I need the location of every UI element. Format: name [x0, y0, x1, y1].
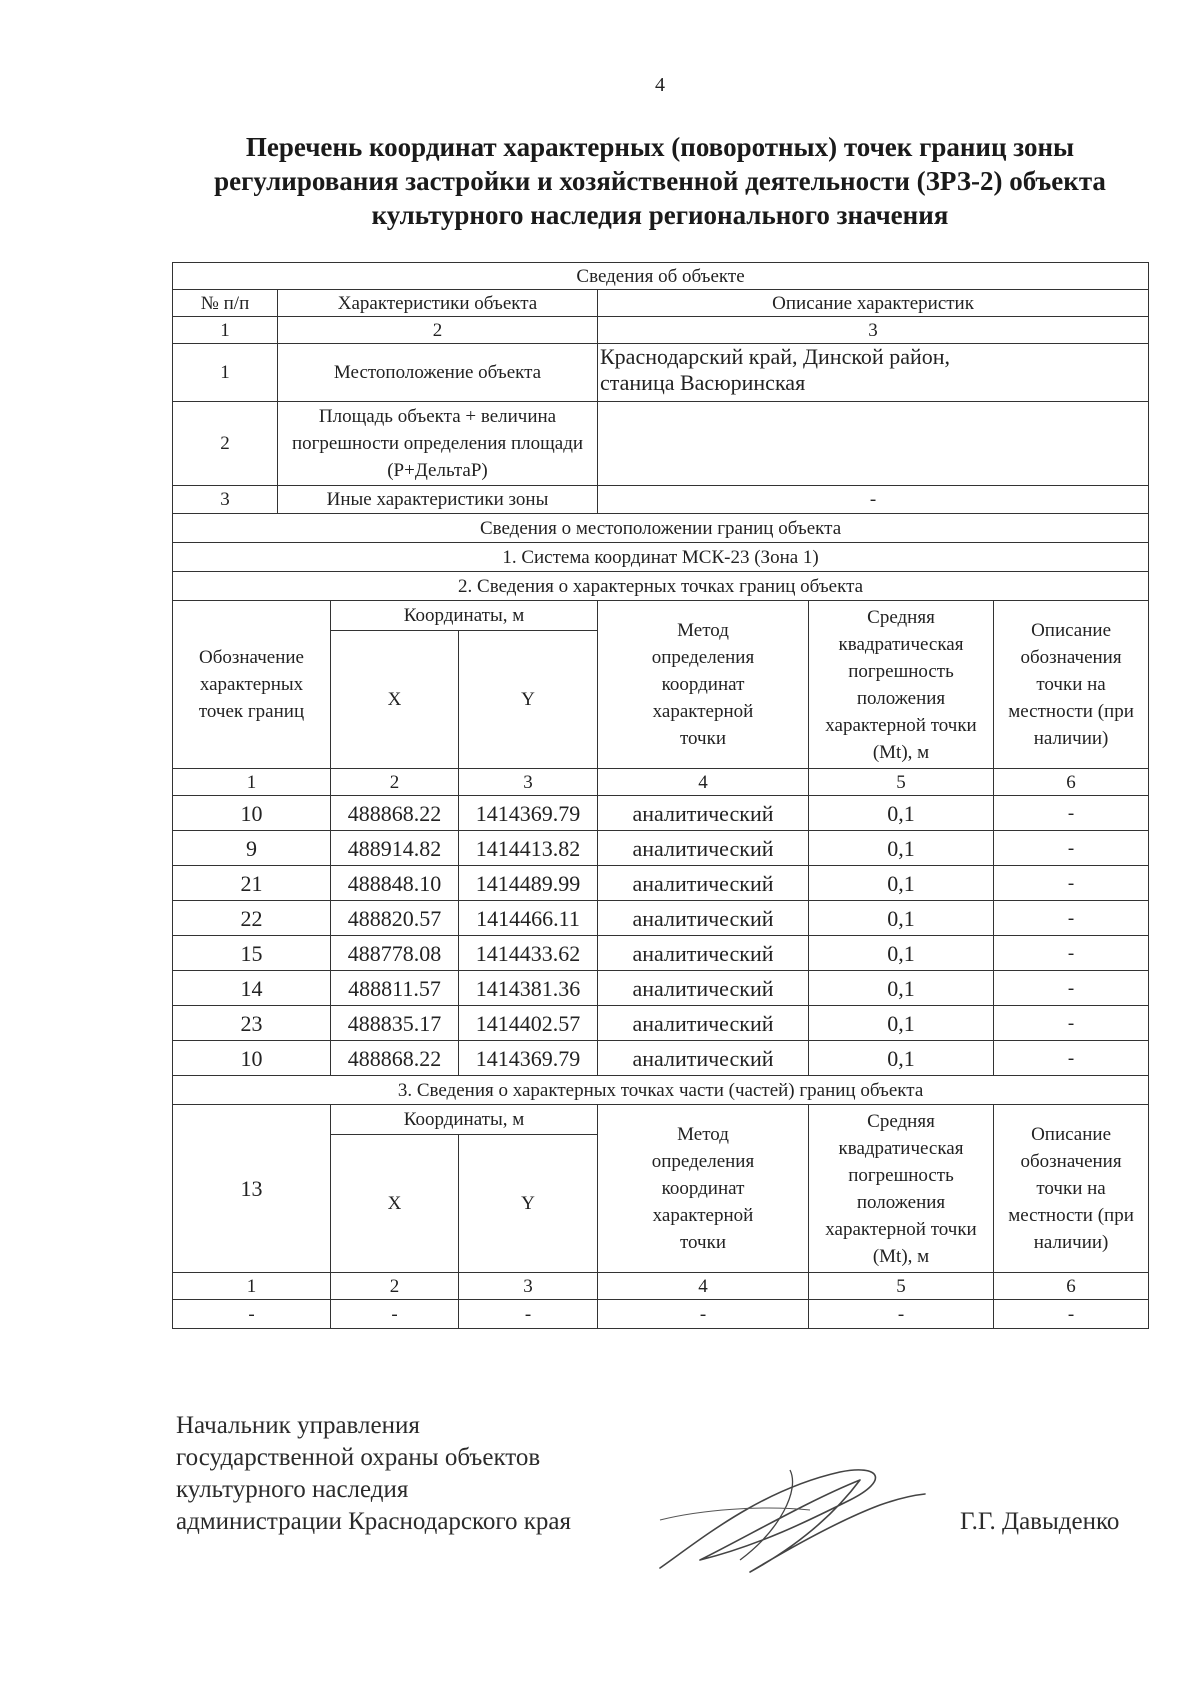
point-label: 10 [173, 796, 331, 831]
col-point-header [173, 601, 331, 769]
coord-y: 1414466.11 [459, 901, 598, 936]
col-error-header [809, 601, 994, 769]
point-label: 21 [173, 866, 331, 901]
point-desc: - [994, 1300, 1149, 1329]
coord-y: - [459, 1300, 598, 1329]
location-header: Сведения о местоположении границ объекта [173, 514, 1149, 543]
header-line: местности (при [1008, 701, 1134, 722]
header-line: координат [661, 1178, 745, 1199]
title-line: регулирования застройки и хозяйственной деятельности (ЗРЗ-2) объекта [214, 166, 1106, 196]
error: 0,1 [809, 831, 994, 866]
table-row [173, 344, 1149, 402]
index-cell: 5 [809, 1273, 994, 1300]
position-line: культурного наследия [176, 1476, 409, 1503]
header-line: (Mt), м [872, 741, 930, 763]
index-cell: 3 [459, 769, 598, 796]
page-number: 4 [655, 74, 665, 96]
index-cell: 4 [598, 1273, 809, 1300]
header-line: точки на [1036, 674, 1106, 695]
method: аналитический [598, 901, 809, 936]
method: аналитический [598, 1041, 809, 1076]
point-desc: - [994, 1006, 1149, 1041]
row-characteristic: Местоположение объекта [278, 344, 598, 402]
header-line: местности (при [1008, 1205, 1134, 1226]
point-label: 15 [173, 936, 331, 971]
parts-index-row [173, 1273, 1149, 1300]
point-label: 22 [173, 901, 331, 936]
col-x-header: X [331, 1135, 459, 1273]
index-cell: 4 [598, 769, 809, 796]
row-characteristic [278, 402, 598, 486]
title-line: культурного наследия регионального значения [371, 200, 949, 230]
col-number-header: № п/п [173, 290, 278, 317]
col-error-header [809, 1105, 994, 1273]
section-header-row [173, 1076, 1149, 1105]
coord-y: 1414413.82 [459, 831, 598, 866]
header-line: Метод [677, 1124, 729, 1145]
coord-x: 488848.10 [331, 866, 459, 901]
index-cell: 1 [173, 769, 331, 796]
coord-y: 1414402.57 [459, 1006, 598, 1041]
coordinates-table [172, 262, 1149, 1329]
header-line: Описание [1031, 620, 1112, 641]
header-line: квадратическая [838, 633, 964, 655]
description-line: станица Васюринская [600, 370, 806, 395]
title-line: Перечень координат характерных (поворотных) точек границ зоны [245, 132, 1075, 162]
coord-x: 488868.22 [331, 796, 459, 831]
table-row [173, 1006, 1149, 1041]
header-line: характерных [199, 674, 304, 695]
col-coordinates-header: Координаты, м [331, 601, 598, 631]
method: - [598, 1300, 809, 1329]
points-header: 2. Сведения о характерных точках границ объекта [173, 572, 1149, 601]
header-line: обозначения [1020, 647, 1122, 668]
characteristic-line: Площадь объекта + величина [318, 406, 557, 427]
description-line: Краснодарский край, Динской район, [600, 344, 951, 369]
error: 0,1 [809, 796, 994, 831]
point-label: 10 [173, 1041, 331, 1076]
index-cell: 1 [173, 317, 278, 344]
header-line: Описание [1031, 1124, 1112, 1145]
header-line: точки [679, 728, 726, 749]
header-line: характерной точки [825, 1218, 977, 1240]
parts-header-row [173, 1105, 1149, 1135]
signer-position [176, 1410, 571, 1538]
error: 0,1 [809, 971, 994, 1006]
col-y-header: Y [459, 631, 598, 769]
header-line: положения [856, 1191, 946, 1213]
object-info-columns-row [173, 290, 1149, 317]
header-line: наличии) [1033, 728, 1109, 749]
col-description-header: Описание характеристик [598, 290, 1149, 317]
table-row [173, 796, 1149, 831]
object-info-header-row [173, 263, 1149, 290]
point-label: - [173, 1300, 331, 1329]
document-title [150, 130, 1170, 232]
characteristic-line: (P+ДельтаP) [387, 460, 488, 481]
header-line: погрешность [848, 660, 954, 682]
point-desc: - [994, 901, 1149, 936]
coord-x: 488835.17 [331, 1006, 459, 1041]
point-desc: - [994, 831, 1149, 866]
header-line: характерной точки [825, 714, 977, 736]
method: аналитический [598, 1006, 809, 1041]
coord-x: 488811.57 [331, 971, 459, 1006]
header-line: погрешность [848, 1164, 954, 1186]
point-desc: - [994, 936, 1149, 971]
header-line: определения [651, 1151, 755, 1172]
header-line: Средняя [867, 1110, 935, 1132]
characteristic-line: погрешности определения площади [291, 433, 584, 454]
coord-y: 1414489.99 [459, 866, 598, 901]
index-cell: 3 [598, 317, 1149, 344]
header-line: Обозначение [199, 647, 304, 668]
error: 0,1 [809, 901, 994, 936]
header-line: координат [661, 674, 745, 695]
point-desc: - [994, 796, 1149, 831]
method: аналитический [598, 866, 809, 901]
header-line: (Mt), м [872, 1245, 930, 1267]
coordinate-system: 1. Система координат МСК-23 (Зона 1) [173, 543, 1149, 572]
coord-y: 1414381.36 [459, 971, 598, 1006]
method: аналитический [598, 831, 809, 866]
point-desc: - [994, 971, 1149, 1006]
col-description-header [994, 601, 1149, 769]
header-line: точки на [1036, 1178, 1106, 1199]
table-row [173, 486, 1149, 514]
position-line: Начальник управления [176, 1412, 420, 1439]
error: 0,1 [809, 1041, 994, 1076]
object-info-index-row [173, 317, 1149, 344]
header-line: точек границ [198, 701, 305, 722]
header-line: характерной [652, 701, 754, 722]
section-header-row [173, 514, 1149, 543]
index-cell: 2 [278, 317, 598, 344]
coord-x: 488778.08 [331, 936, 459, 971]
col-y-header: Y [459, 1135, 598, 1273]
position-line: администрации Краснодарского края [176, 1508, 572, 1535]
coord-x: - [331, 1300, 459, 1329]
header-line: характерной [652, 1205, 754, 1226]
coord-y: 1414433.62 [459, 936, 598, 971]
coord-x: 488914.82 [331, 831, 459, 866]
row-description [598, 344, 1149, 402]
index-cell: 2 [331, 1273, 459, 1300]
row-description: - [598, 486, 1149, 514]
col-description-header [994, 1105, 1149, 1273]
coord-y: 1414369.79 [459, 1041, 598, 1076]
index-cell: 3 [459, 1273, 598, 1300]
table-row [173, 1041, 1149, 1076]
col-method-header [598, 601, 809, 769]
method: аналитический [598, 796, 809, 831]
handwritten-signature [640, 1450, 930, 1580]
header-line: Средняя [867, 606, 935, 628]
index-cell: 1 [173, 1273, 331, 1300]
coord-x: 488868.22 [331, 1041, 459, 1076]
object-info-header: Сведения об объекте [173, 263, 1149, 290]
point-label: 14 [173, 971, 331, 1006]
header-line: наличии) [1033, 1232, 1109, 1253]
error: - [809, 1300, 994, 1329]
col-x-header: X [331, 631, 459, 769]
table-row [173, 901, 1149, 936]
table-row [173, 936, 1149, 971]
section-header-row [173, 572, 1149, 601]
row-description [598, 402, 1149, 486]
index-cell: 6 [994, 1273, 1149, 1300]
index-cell: 6 [994, 769, 1149, 796]
point-label: 23 [173, 1006, 331, 1041]
header-line: Метод [677, 620, 729, 641]
part-label: 13 [173, 1105, 331, 1273]
section-header-row [173, 543, 1149, 572]
index-cell: 5 [809, 769, 994, 796]
point-label: 9 [173, 831, 331, 866]
points-index-row [173, 769, 1149, 796]
points-header-row [173, 601, 1149, 631]
table-row [173, 866, 1149, 901]
index-cell: 2 [331, 769, 459, 796]
header-line: обозначения [1020, 1151, 1122, 1172]
table-row [173, 1300, 1149, 1329]
table-row [173, 402, 1149, 486]
table-row [173, 831, 1149, 866]
parts-header: 3. Сведения о характерных точках части (частей) границ объекта [173, 1076, 1149, 1105]
position-line: государственной охраны объектов [176, 1444, 541, 1471]
col-method-header [598, 1105, 809, 1273]
error: 0,1 [809, 936, 994, 971]
col-characteristic-header: Характеристики объекта [278, 290, 598, 317]
error: 0,1 [809, 866, 994, 901]
row-characteristic: Иные характеристики зоны [278, 486, 598, 514]
table-row [173, 971, 1149, 1006]
row-number: 2 [173, 402, 278, 486]
header-line: положения [856, 687, 946, 709]
coord-y: 1414369.79 [459, 796, 598, 831]
signer-name: Г.Г. Давыденко [960, 1508, 1120, 1535]
row-number: 1 [173, 344, 278, 402]
header-line: квадратическая [838, 1137, 964, 1159]
header-line: точки [679, 1232, 726, 1253]
row-number: 3 [173, 486, 278, 514]
method: аналитический [598, 971, 809, 1006]
point-desc: - [994, 1041, 1149, 1076]
method: аналитический [598, 936, 809, 971]
header-line: определения [651, 647, 755, 668]
coord-x: 488820.57 [331, 901, 459, 936]
col-coordinates-header: Координаты, м [331, 1105, 598, 1135]
error: 0,1 [809, 1006, 994, 1041]
point-desc: - [994, 866, 1149, 901]
